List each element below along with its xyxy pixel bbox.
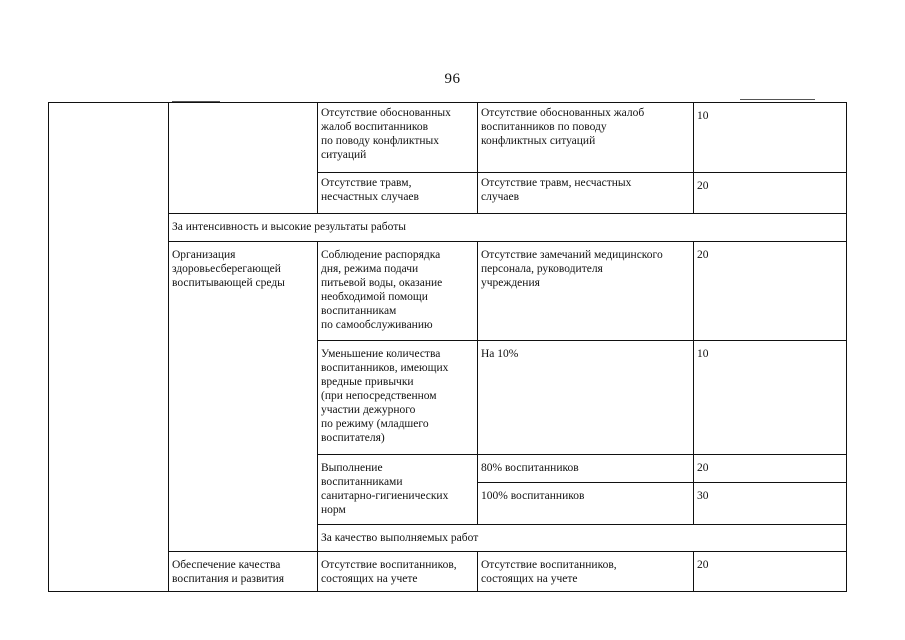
indicator-cell: Выполнение воспитанниками санитарно-гигиенических норм [318,455,478,525]
group-cell: Организация здоровьесберегающей воспитывающей среды [169,242,318,552]
table-row [49,103,847,173]
section-heading: За интенсивность и высокие результаты работы [169,214,847,242]
points-cell: 20 [694,242,847,341]
indicator-cell: Соблюдение распорядка дня, режима подачи питьевой воды, оказание необходимой помощи воспитанникам по самообслуживанию [318,242,478,341]
indicator-cell: Уменьшение количества воспитанников, имеющих вредные привычки (при непосредственном участии дежурного по режиму (младшего воспитателя) [318,341,478,455]
indicator-cell: Отсутствие травм, несчастных случаев [318,173,478,214]
criterion-cell: Отсутствие воспитанников, состоящих на учете [478,552,694,592]
section-heading: За качество выполняемых работ [318,525,847,552]
table-row [49,242,847,341]
table-row [49,552,847,592]
criteria-table [48,102,847,592]
page-number: 96 [444,71,461,87]
criterion-cell: 80% воспитанников [478,455,694,483]
scan-artifact-line [740,99,815,100]
indicator-cell: Отсутствие воспитанников, состоящих на учете [318,552,478,592]
criterion-cell: 100% воспитанников [478,483,694,525]
points-cell: 10 [694,341,847,455]
points-cell: 30 [694,483,847,525]
points-cell: 20 [694,455,847,483]
criterion-cell: Отсутствие обоснованных жалоб воспитанников по поводу конфликтных ситуаций [478,103,694,173]
criterion-cell: Отсутствие травм, несчастных случаев [478,173,694,214]
criterion-cell: На 10% [478,341,694,455]
empty-column-cell [49,103,169,592]
points-cell: 10 [694,103,847,173]
criterion-cell: Отсутствие замечаний медицинского персонала, руководителя учреждения [478,242,694,341]
group-cell: Обеспечение качества воспитания и развития [169,552,318,592]
points-cell: 20 [694,173,847,214]
section-row [49,214,847,242]
points-cell: 20 [694,552,847,592]
empty-group-cell [169,103,318,214]
indicator-cell: Отсутствие обоснованных жалоб воспитанников по поводу конфликтных ситуаций [318,103,478,173]
